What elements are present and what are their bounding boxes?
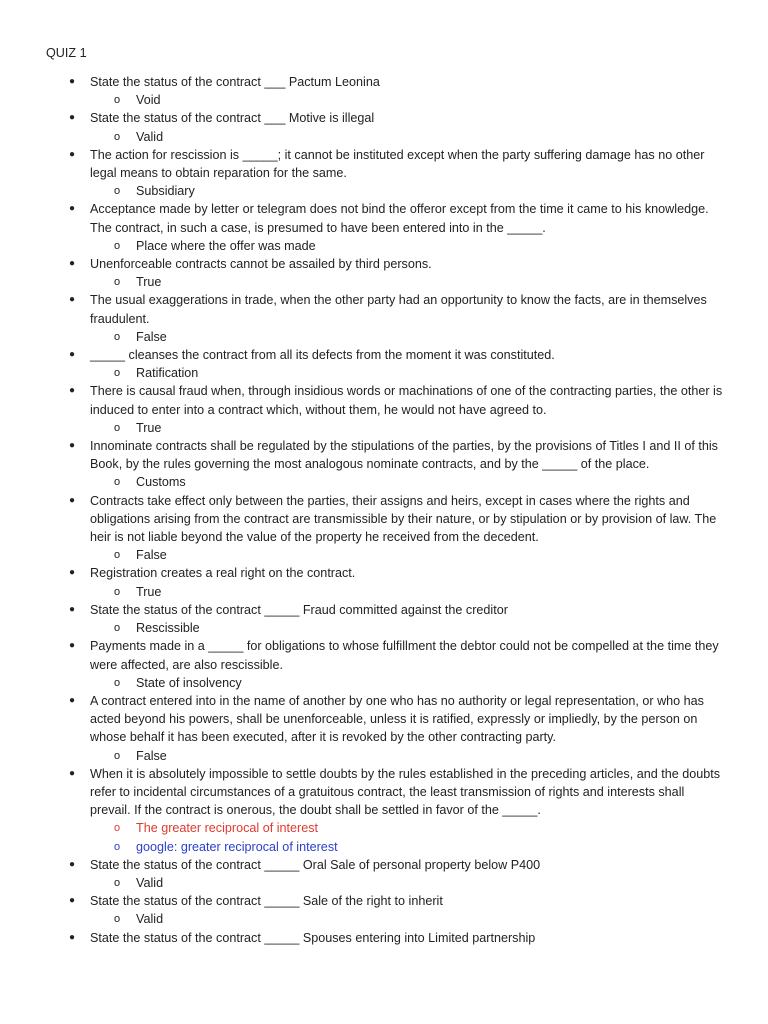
answer-item <box>90 473 724 491</box>
answer-text: The greater reciprocal of interest <box>136 821 318 836</box>
answer-text: Valid <box>136 912 164 927</box>
answer-text: Subsidiary <box>136 184 195 199</box>
question-text: Payments made in a _____ for obligations to whose fulfillment the debtor could not be compelled at the time they were affected, are also rescissible. <box>90 639 719 672</box>
question-text: State the status of the contract _____ Spouses entering into Limited partnership <box>90 930 536 945</box>
circle-bullet-icon: o <box>114 476 121 489</box>
answer-list <box>90 874 724 892</box>
circle-bullet-icon: o <box>114 749 121 762</box>
circle-bullet-icon: o <box>114 676 121 689</box>
answer-list <box>90 182 724 200</box>
question-item <box>0 382 768 437</box>
question-text: State the status of the contract _____ Sale of the right to inherit <box>90 894 443 909</box>
question-item <box>0 892 768 928</box>
circle-bullet-icon: o <box>114 330 121 343</box>
answer-list <box>90 910 724 928</box>
bullet-icon: ● <box>68 640 76 652</box>
question-item <box>0 200 768 255</box>
answer-list <box>90 546 724 564</box>
bullet-icon: ● <box>68 349 76 361</box>
answer-list <box>90 237 724 255</box>
answer-item <box>90 328 724 346</box>
question-item <box>0 109 768 145</box>
circle-bullet-icon: o <box>114 822 121 835</box>
question-list <box>0 73 768 947</box>
answer-text: False <box>136 748 167 763</box>
answer-list <box>90 128 724 146</box>
question-item <box>0 856 768 892</box>
answer-text: Ratification <box>136 366 199 381</box>
circle-bullet-icon: o <box>114 94 121 107</box>
question-text: Contracts take effect only between the parties, their assigns and heirs, except in cases where the rights and obligations arising from the contract are transmissible by their nature, or by stipulation or by provision of law. The heir is not liable beyond the value of the property he received from the decedent. <box>90 493 717 545</box>
question-text: When it is absolutely impossible to settle doubts by the rules established in the preceding articles, and the doubts refer to incidental circumstances of a gratuitous contract, the least transmission of rights and interests shall prevail. If the contract is onerous, the doubt shall be settled in favor of the _____. <box>90 766 721 818</box>
circle-bullet-icon: o <box>114 913 121 926</box>
question-text: State the status of the contract _____ Fraud committed against the creditor <box>90 602 508 617</box>
answer-text: Place where the offer was made <box>136 238 316 253</box>
bullet-icon: ● <box>68 494 76 506</box>
bullet-icon: ● <box>68 148 76 160</box>
question-text: State the status of the contract ___ Motive is illegal <box>90 111 375 126</box>
answer-text: State of insolvency <box>136 675 242 690</box>
question-text: Registration creates a real right on the contract. <box>90 566 356 581</box>
answer-item <box>90 838 724 856</box>
answer-list <box>90 419 724 437</box>
bullet-icon: ● <box>68 567 76 579</box>
circle-bullet-icon: o <box>114 876 121 889</box>
answer-text: False <box>136 329 167 344</box>
circle-bullet-icon: o <box>114 622 121 635</box>
answer-item <box>90 674 724 692</box>
answer-list <box>90 819 724 855</box>
answer-item <box>90 910 724 928</box>
answer-item <box>90 128 724 146</box>
answer-item <box>90 273 724 291</box>
question-item <box>0 929 768 947</box>
answer-text: Rescissible <box>136 621 200 636</box>
question-item <box>0 637 768 692</box>
answer-text: True <box>136 584 162 599</box>
answer-text: False <box>136 548 167 563</box>
bullet-icon: ● <box>68 203 76 215</box>
answer-list <box>90 364 724 382</box>
circle-bullet-icon: o <box>114 130 121 143</box>
answer-text: Valid <box>136 875 164 890</box>
question-item <box>0 437 768 492</box>
answer-item <box>90 419 724 437</box>
question-item <box>0 564 768 600</box>
answer-list <box>90 747 724 765</box>
bullet-icon: ● <box>68 385 76 397</box>
answer-text: Void <box>136 93 161 108</box>
question-item <box>0 692 768 765</box>
circle-bullet-icon: o <box>114 239 121 252</box>
bullet-icon: ● <box>68 603 76 615</box>
answer-text: Valid <box>136 129 164 144</box>
answer-text: Customs <box>136 475 186 490</box>
bullet-icon: ● <box>68 76 76 87</box>
answer-list <box>90 619 724 637</box>
question-text: Unenforceable contracts cannot be assailed by third persons. <box>90 257 432 272</box>
answer-item <box>90 819 724 837</box>
question-item <box>0 346 768 382</box>
question-text: Innominate contracts shall be regulated by the stipulations of the parties, by the provisions of Titles I and II of this Book, by the rules governing the most analogous nominate contracts, and by the _____ of the place. <box>90 439 718 472</box>
bullet-icon: ● <box>68 858 76 870</box>
bullet-icon: ● <box>68 294 76 306</box>
circle-bullet-icon: o <box>114 840 121 853</box>
answer-list <box>90 328 724 346</box>
answer-text: True <box>136 275 162 290</box>
question-text: Acceptance made by letter or telegram does not bind the offeror except from the time it came to his knowledge. The contract, in such a case, is presumed to have been entered into in the _____. <box>90 202 709 235</box>
question-item <box>0 492 768 565</box>
quiz-title: QUIZ 1 <box>46 46 87 60</box>
bullet-icon: ● <box>68 112 76 124</box>
answer-item <box>90 182 724 200</box>
question-item <box>0 601 768 637</box>
bullet-icon: ● <box>68 440 76 452</box>
answer-text: google: greater reciprocal of interest <box>136 839 338 854</box>
answer-item <box>90 364 724 382</box>
question-item <box>0 255 768 291</box>
answer-list <box>90 273 724 291</box>
question-text: State the status of the contract ___ Pactum Leonina <box>90 75 380 89</box>
answer-list <box>90 583 724 601</box>
circle-bullet-icon: o <box>114 549 121 562</box>
answer-item <box>90 91 724 109</box>
question-item <box>0 765 768 856</box>
answer-item <box>90 237 724 255</box>
bullet-icon: ● <box>68 931 76 943</box>
answer-list <box>90 91 724 109</box>
circle-bullet-icon: o <box>114 185 121 198</box>
question-text: The usual exaggerations in trade, when the other party had an opportunity to know the facts, are in themselves fraudulent. <box>90 293 707 326</box>
bullet-icon: ● <box>68 258 76 270</box>
question-text: There is causal fraud when, through insidious words or machinations of one of the contracting parties, the other is induced to enter into a contract which, without them, he would not have agreed to. <box>90 384 723 417</box>
answer-item <box>90 874 724 892</box>
answer-item <box>90 583 724 601</box>
answer-list <box>90 674 724 692</box>
circle-bullet-icon: o <box>114 585 121 598</box>
answer-text: True <box>136 420 162 435</box>
circle-bullet-icon: o <box>114 276 121 289</box>
bullet-icon: ● <box>68 895 76 907</box>
question-text: State the status of the contract _____ Oral Sale of personal property below P400 <box>90 857 541 872</box>
bullet-icon: ● <box>68 694 76 706</box>
circle-bullet-icon: o <box>114 367 121 380</box>
question-item <box>0 73 768 109</box>
bullet-icon: ● <box>68 767 76 779</box>
answer-item <box>90 747 724 765</box>
question-text: The action for rescission is _____; it cannot be instituted except when the party suffering damage has no other legal means to obtain reparation for the same. <box>90 147 705 181</box>
answer-list <box>90 473 724 491</box>
question-item <box>0 291 768 346</box>
circle-bullet-icon: o <box>114 421 121 434</box>
question-text: A contract entered into in the name of another by one who has no authority or legal representation, or who has acted beyond his powers, shall be unenforceable, unless it is ratified, expressly or impliedly, by the person on whose behalf it has been executed, after it is revoked by the other contracting party. <box>90 693 704 745</box>
answer-item <box>90 546 724 564</box>
question-text: _____ cleanses the contract from all its defects from the moment it was constituted. <box>90 348 555 363</box>
answer-item <box>90 619 724 637</box>
question-item <box>0 146 768 201</box>
